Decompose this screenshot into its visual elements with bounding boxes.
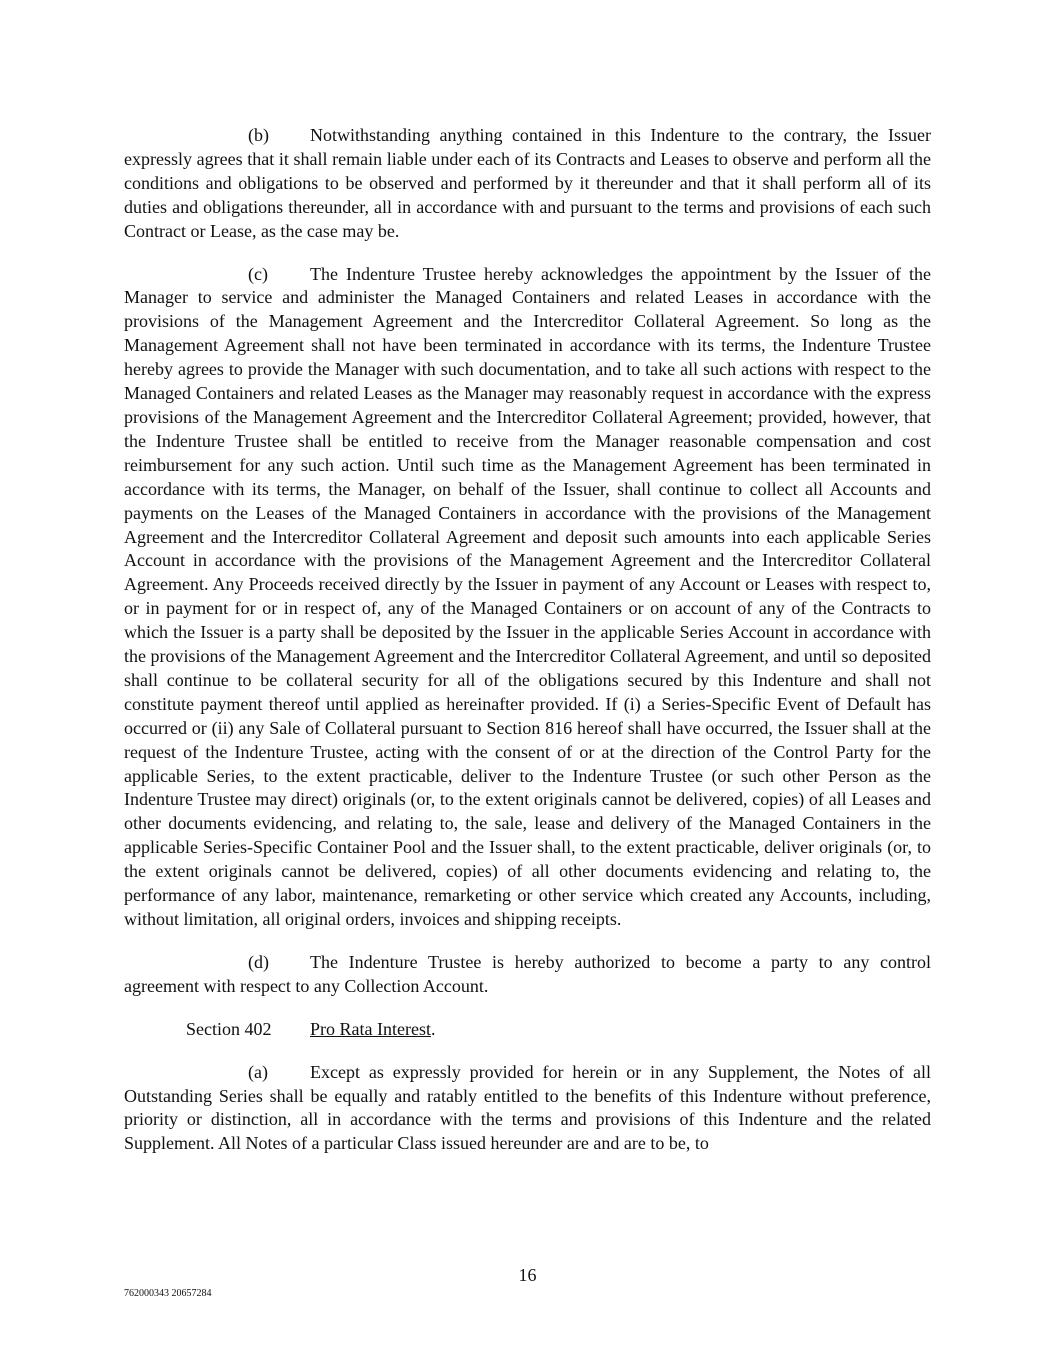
section-heading <box>186 1018 931 1042</box>
paragraph-text: Except as expressly provided for herein or in any Supplement, the Notes of all Outstanding Series shall be equally and ratably entitled to the benefits of this Indenture without preference, priority or distinction, all in accordance with the terms and provisions of this Indenture and the related Supplement. All Notes of a particular Class issued hereunder are and are to be, to <box>124 1061 931 1154</box>
paragraph-marker: (c) <box>248 263 268 284</box>
section-number: Section 402 <box>186 1018 272 1039</box>
paragraph-a <box>124 1061 931 1157</box>
page-number: 16 <box>518 1265 537 1285</box>
paragraph-b <box>124 124 931 244</box>
paragraph-marker: (d) <box>248 951 269 972</box>
paragraph-d <box>124 951 931 999</box>
paragraph-text: The Indenture Trustee is hereby authorized to become a party to any control agreement with respect to any Collection Account. <box>124 951 931 996</box>
paragraph-text: Notwithstanding anything contained in this Indenture to the contrary, the Issuer expressly agrees that it shall remain liable under each of its Contracts and Leases to observe and perform all the conditions and obligations to be observed and performed by it thereunder and that it shall perform all of its duties and obligations thereunder, all in accordance with and pursuant to the terms and provisions of each such Contract or Lease, as the case may be. <box>124 125 931 241</box>
section-title-period: . <box>430 1018 436 1039</box>
document-body <box>124 124 931 1175</box>
section-title: Pro Rata Interest <box>310 1018 431 1039</box>
paragraph-text: The Indenture Trustee hereby acknowledges the appointment by the Issuer of the Manager to service and administer the Managed Containers and related Leases in accordance with the provisions of the Management Agreement and the Intercreditor Collateral Agreement. So long as the Management Agreement shall not have been terminated in accordance with its terms, the Indenture Trustee hereby agrees to provide the Manager with such documentation, and to take all such actions with respect to the Managed Containers and related Leases as the Manager may reasonably request in accordance with the express provisions of the Management Agreement and the Intercreditor Collateral Agreement; provided, however, that the Indenture Trustee shall be entitled to receive from the Manager reasonable compensation and cost reimbursement for any such action. Until such time as the Management Agreement has been terminated in accordance with its terms, the Manager, on behalf of the Issuer, shall continue to collect all Accounts and payments on the Leases of the Managed Containers in accordance with the provisions of the Management Agreement and the Intercreditor Collateral Agreement and deposit such amounts into each applicable Series Account in accordance with the provisions of the Management Agreement and the Intercreditor Collateral Agreement. Any Proceeds received directly by the Issuer in payment of any Account or Leases with respect to, or in payment for or in respect of, any of the Managed Containers or on account of any of the Contracts to which the Issuer is a party shall be deposited by the Issuer in the applicable Series Account in accordance with the provisions of the Management Agreement and the Intercreditor Collateral Agreement, and until so deposited shall continue to be collateral security for all of the obligations secured by this Indenture and shall not constitute payment thereof until applied as hereinafter provided. If (i) a Series-Specific Event of Default has occurred or (ii) any Sale of Collateral pursuant to Section 816 hereof shall have occurred, the Issuer shall at the request of the Indenture Trustee, acting with the consent of or at the direction of the Control Party for the applicable Series, to the extent practicable, deliver to the Indenture Trustee (or such other Person as the Indenture Trustee may direct) originals (or, to the extent originals cannot be delivered, copies) of all Leases and other documents evidencing, and relating to, the sale, lease and delivery of the Managed Containers in the applicable Series-Specific Container Pool and the Issuer shall, to the extent practicable, deliver originals (or, to the extent originals cannot be delivered, copies) of all other documents evidencing and relating to, the performance of any labor, maintenance, remarketing or other service which created any Accounts, including, without limitation, all original orders, invoices and shipping receipts. <box>124 263 931 929</box>
paragraph-marker: (b) <box>248 125 269 145</box>
paragraph-marker: (a) <box>248 1061 268 1082</box>
document-id: 762000343 20657284 <box>124 1288 212 1299</box>
paragraph-c <box>124 263 931 932</box>
